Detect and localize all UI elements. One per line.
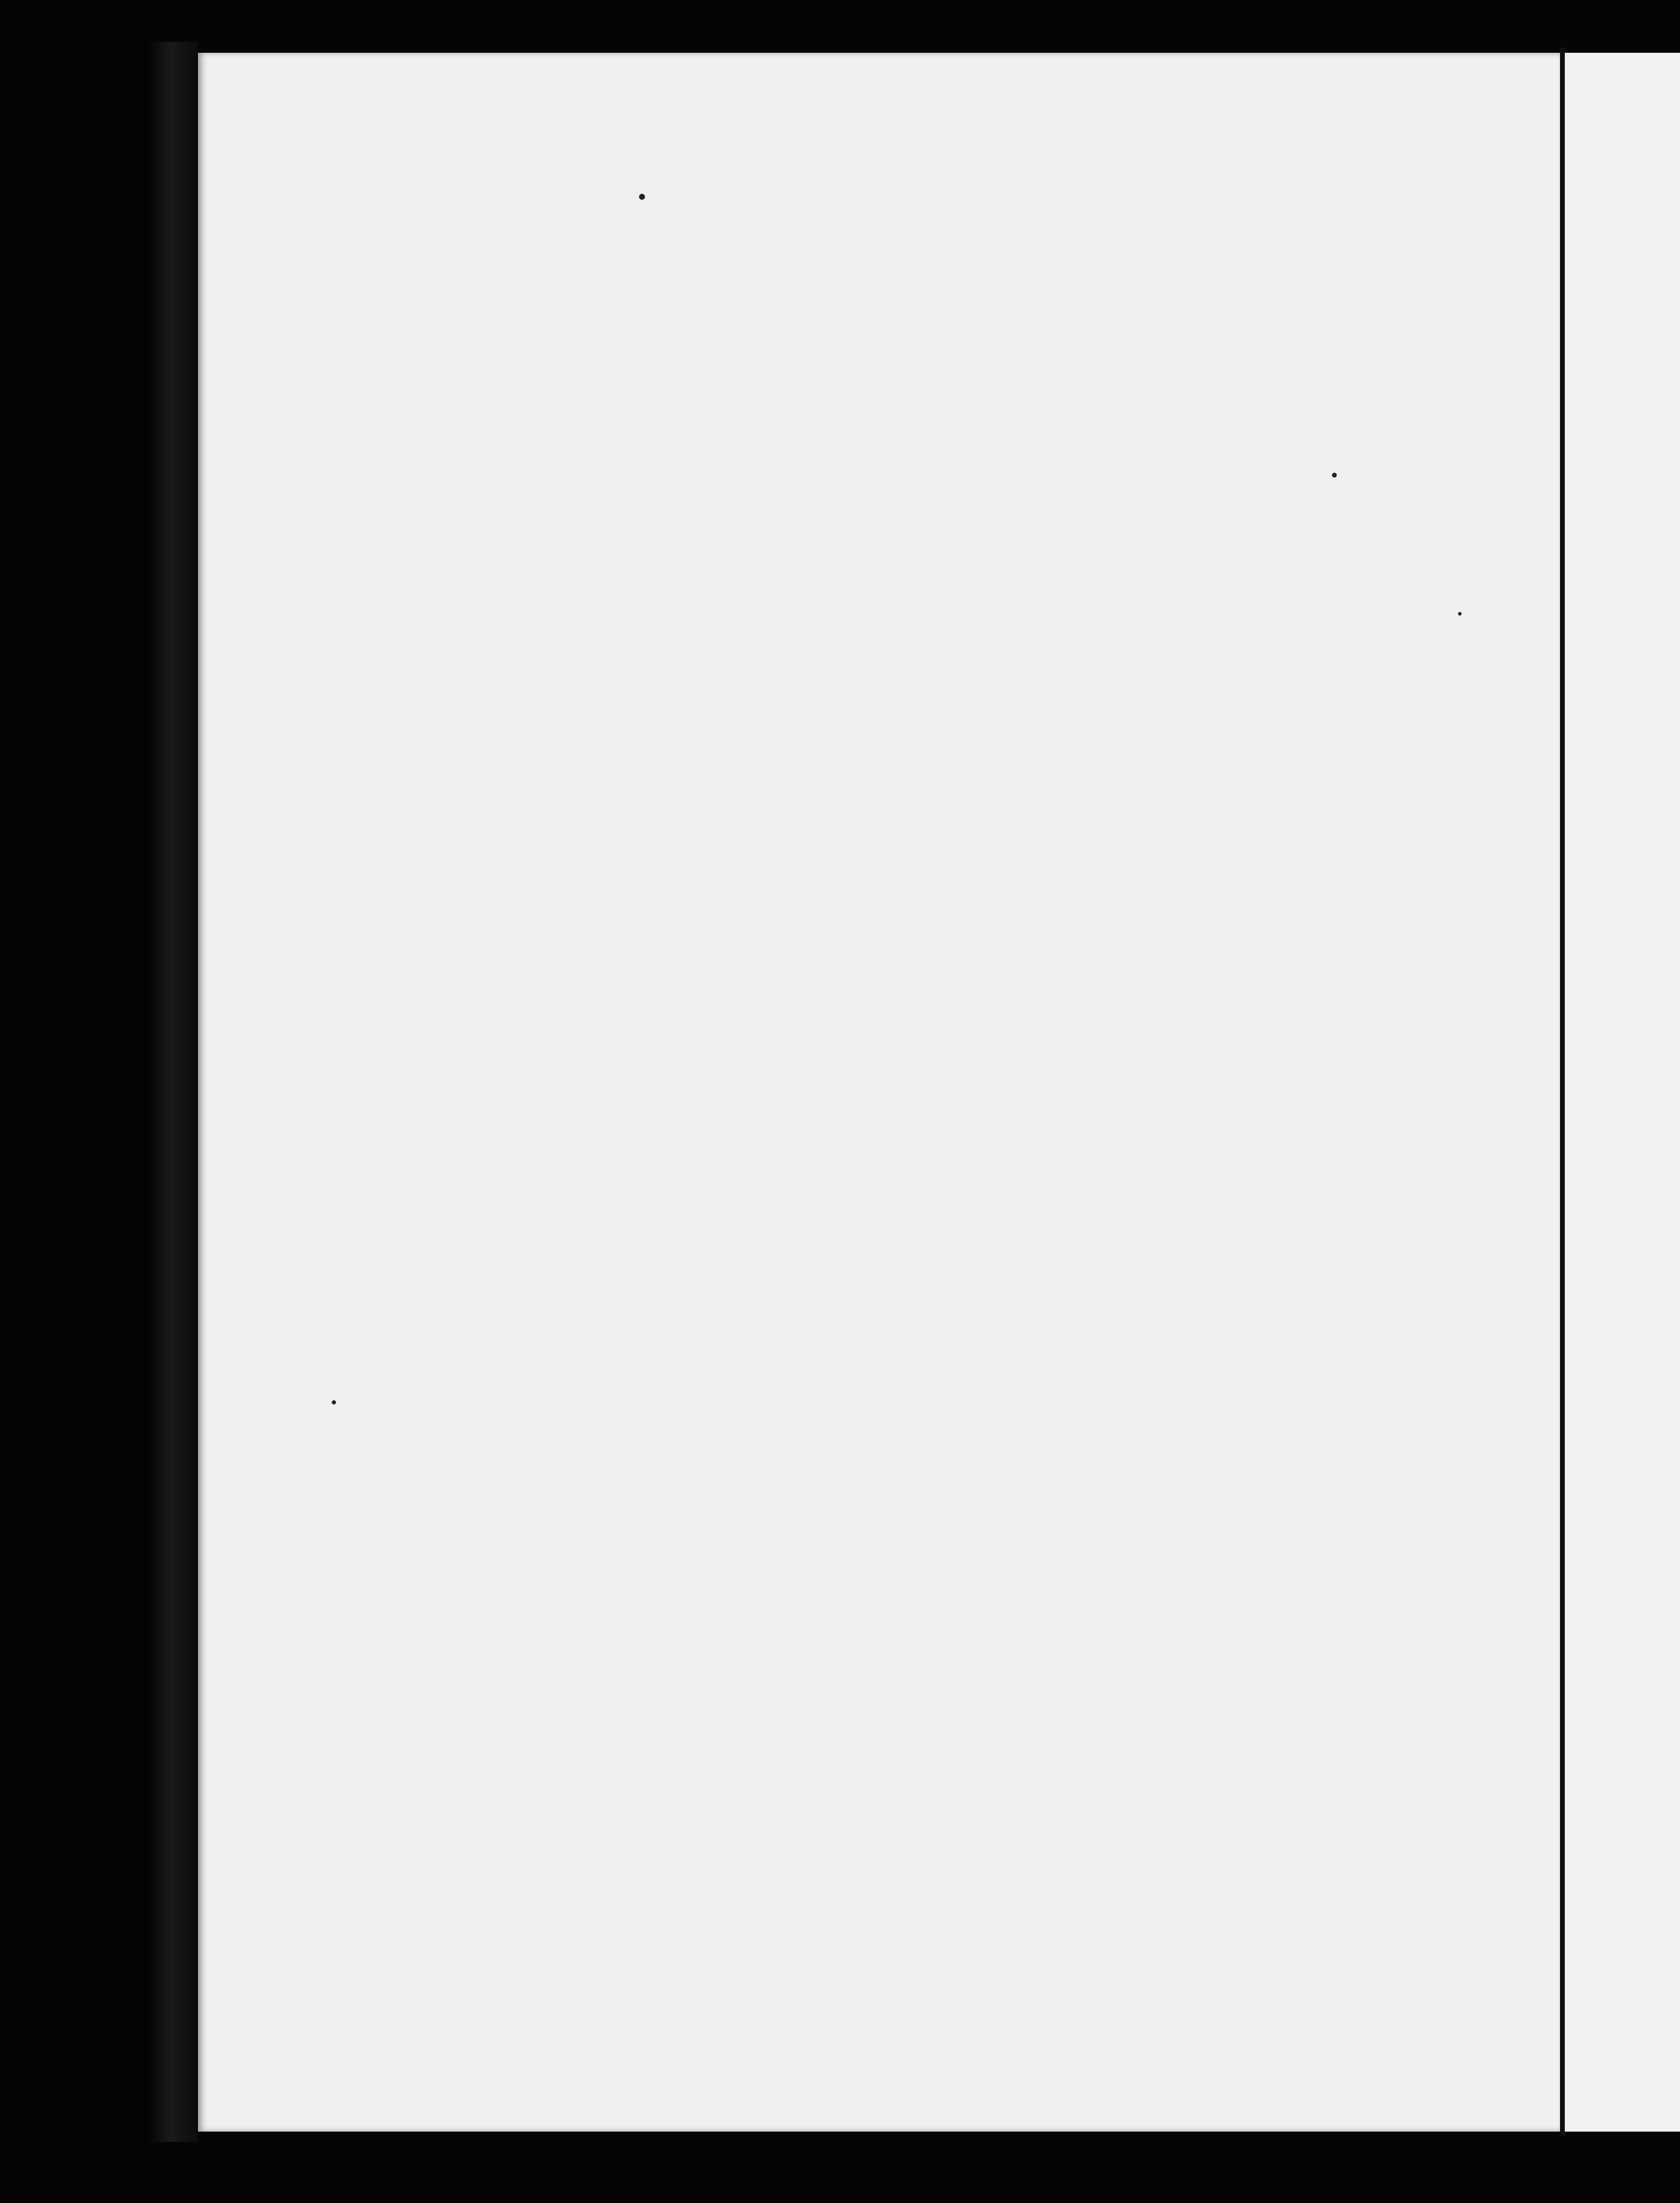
- adjacent-page-edge: [1565, 53, 1680, 2132]
- scan-speck: [332, 1400, 336, 1404]
- scan-speck: [639, 194, 645, 200]
- scan-speck: [1458, 612, 1462, 616]
- document-page: [198, 53, 1560, 2132]
- scan-speck: [1332, 473, 1337, 478]
- scan-dark-edge: [144, 42, 198, 2142]
